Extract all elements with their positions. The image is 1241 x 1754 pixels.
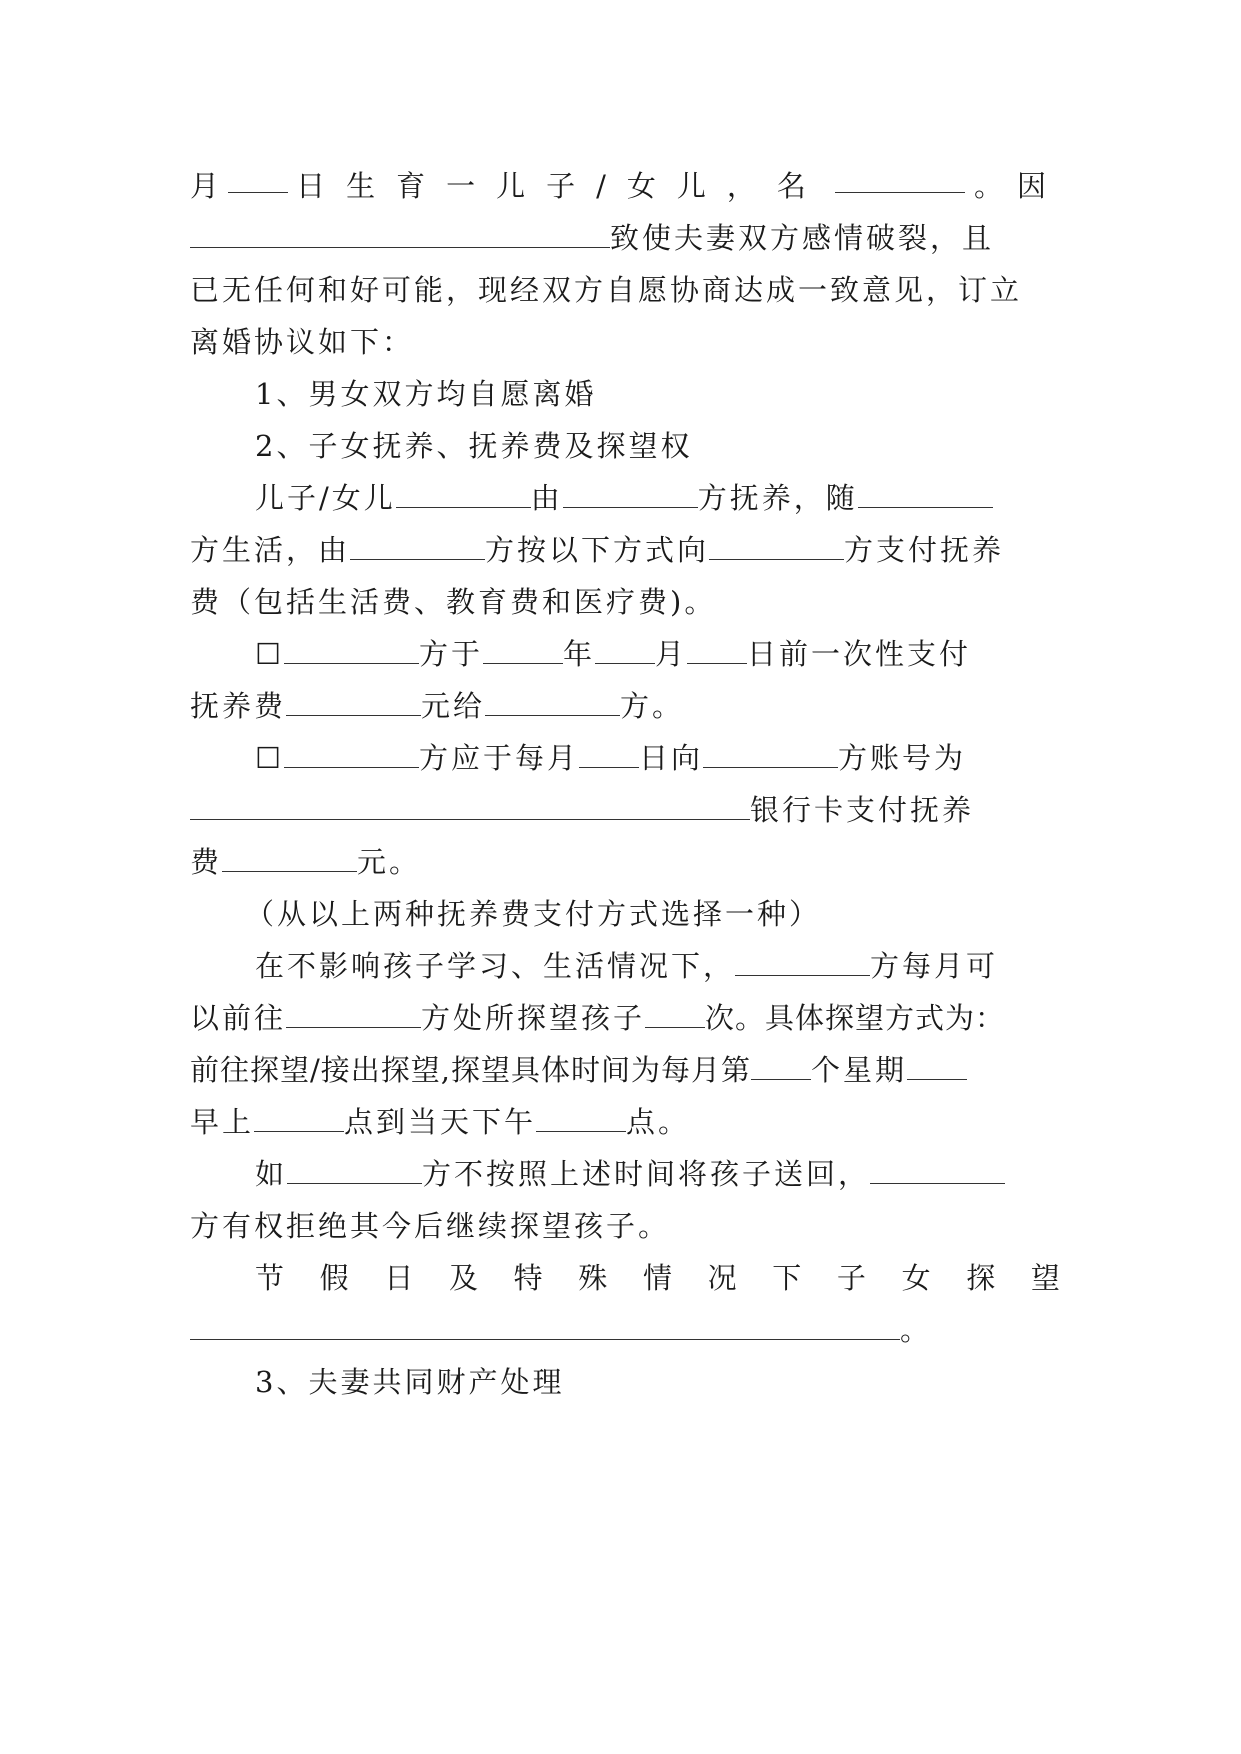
text-char: 及 xyxy=(448,1261,478,1295)
text-char: 假 xyxy=(319,1261,349,1295)
text-segment: 。 xyxy=(900,1313,933,1347)
text-line xyxy=(190,840,1060,884)
blank-field xyxy=(579,739,639,768)
text-char: 探 xyxy=(966,1261,996,1295)
text-segment: 方应于每月 xyxy=(419,741,580,775)
blank-field xyxy=(703,739,838,768)
text-segment: 方账号为 xyxy=(838,741,967,775)
section-heading-3: 3、夫妻共同财产处理 xyxy=(255,1365,565,1399)
blank-field xyxy=(284,635,419,664)
text-char: 下 xyxy=(772,1261,802,1295)
text-line xyxy=(190,1100,1060,1144)
text-segment: 如 xyxy=(255,1157,288,1191)
blank-field xyxy=(870,1155,1005,1184)
text-segment: 方。 xyxy=(620,689,685,723)
text-line xyxy=(190,528,1060,572)
blank-field xyxy=(595,635,655,664)
blank-field xyxy=(485,687,620,716)
text-segment: 方抚养，随 xyxy=(697,481,858,515)
text-char: 殊 xyxy=(578,1261,608,1295)
text-line xyxy=(190,164,1060,208)
blank-field xyxy=(286,999,421,1028)
text-line xyxy=(190,736,1060,780)
section-heading-2: 2、子女抚养、抚养费及探望权 xyxy=(255,429,693,463)
checkbox-icon[interactable]: ☐ xyxy=(255,637,284,671)
text-line xyxy=(190,684,1060,728)
blank-field xyxy=(858,479,993,508)
text-segment: 方不按照上述时间将孩子送回， xyxy=(422,1157,871,1191)
text-segment: 由 xyxy=(530,481,563,515)
text-segment: 年 xyxy=(563,637,596,671)
text-line: 离婚协议如下： xyxy=(190,325,415,359)
blank-field xyxy=(907,1051,967,1080)
text-line: 费（包括生活费、教育费和医疗费)。 xyxy=(190,585,717,619)
blank-field xyxy=(536,1103,626,1132)
blank-field xyxy=(396,479,531,508)
text-segment: 方每月可 xyxy=(870,949,999,983)
text-segment: 在不影响孩子学习、生活情况下， xyxy=(255,949,736,983)
blank-field xyxy=(190,1311,900,1340)
text-segment: 日向 xyxy=(639,741,704,775)
blank-field xyxy=(709,531,844,560)
text-char: 子 xyxy=(836,1261,866,1295)
text-line xyxy=(190,1308,1060,1352)
blank-field xyxy=(190,791,750,820)
text-line: （从以上两种抚养费支付方式选择一种） xyxy=(245,897,822,931)
blank-field xyxy=(645,999,705,1028)
text-line xyxy=(190,476,1060,520)
text-segment: 次。具体探望方式为： xyxy=(705,1001,1006,1035)
text-segment: 方支付抚养 xyxy=(844,533,1005,567)
text-char: 望 xyxy=(1030,1261,1060,1295)
text-segment: 前往探望/接出探望,探望具体时间为每月第 xyxy=(190,1053,751,1087)
text-line xyxy=(190,944,1060,988)
text-segment: 月 xyxy=(655,637,688,671)
text-segment: 元。 xyxy=(357,845,422,879)
text-char: 女 xyxy=(901,1261,931,1295)
text-line xyxy=(190,632,1060,676)
text-segment: 儿子/女儿 xyxy=(255,481,396,515)
text-line xyxy=(190,216,1060,260)
text-char: 节 xyxy=(255,1261,285,1295)
text-segment: 点。 xyxy=(626,1105,691,1139)
text-segment: 日前一次性支付 xyxy=(747,637,972,671)
blank-field xyxy=(350,531,485,560)
text-line xyxy=(190,1048,1060,1092)
text-char: 况 xyxy=(707,1261,737,1295)
checkbox-icon[interactable]: ☐ xyxy=(255,741,284,775)
text-segment: 方生活，由 xyxy=(190,533,351,567)
blank-field xyxy=(286,687,421,716)
text-line xyxy=(190,788,1060,832)
text-segment: 方按以下方式向 xyxy=(485,533,710,567)
text-segment: 方于 xyxy=(419,637,484,671)
text-line: 方有权拒绝其今后继续探望孩子。 xyxy=(190,1209,671,1243)
text-line: 已无任何和好可能，现经双方自愿协商达成一致意见，订立 xyxy=(190,273,1023,307)
blank-field xyxy=(751,1051,811,1080)
text-segment: 抚养费 xyxy=(190,689,287,723)
text-char: 特 xyxy=(513,1261,543,1295)
blank-field xyxy=(835,164,965,193)
text-segment: 以前往 xyxy=(190,1001,287,1035)
text-char: 情 xyxy=(642,1261,672,1295)
text-segment: 早上 xyxy=(190,1105,255,1139)
text-line xyxy=(190,1256,1060,1300)
text-segment: 元给 xyxy=(421,689,486,723)
text-segment: 。因 xyxy=(973,169,1060,203)
blank-field xyxy=(284,739,419,768)
text-segment: 费 xyxy=(190,845,223,879)
blank-field xyxy=(287,1155,422,1184)
text-segment: 个星期 xyxy=(811,1053,908,1087)
blank-field xyxy=(190,219,610,248)
text-char: 日 xyxy=(384,1261,414,1295)
blank-field xyxy=(735,947,870,976)
text-segment: 月 xyxy=(190,169,220,203)
blank-field xyxy=(228,164,288,193)
section-heading-1: 1、男女双方均自愿离婚 xyxy=(255,377,597,411)
text-segment: 点到当天下午 xyxy=(344,1105,537,1139)
text-line xyxy=(190,996,1060,1040)
text-segment: 致使夫妻双方感情破裂，且 xyxy=(610,221,995,255)
text-segment: 银行卡支付抚养 xyxy=(750,793,975,827)
blank-field xyxy=(254,1103,344,1132)
blank-field xyxy=(687,635,747,664)
text-segment: 日生育一儿子/女儿，名 xyxy=(296,169,827,203)
text-line xyxy=(190,1152,1060,1196)
blank-field xyxy=(483,635,563,664)
text-segment: 方处所探望孩子 xyxy=(421,1001,646,1035)
blank-field xyxy=(563,479,698,508)
blank-field xyxy=(222,843,357,872)
